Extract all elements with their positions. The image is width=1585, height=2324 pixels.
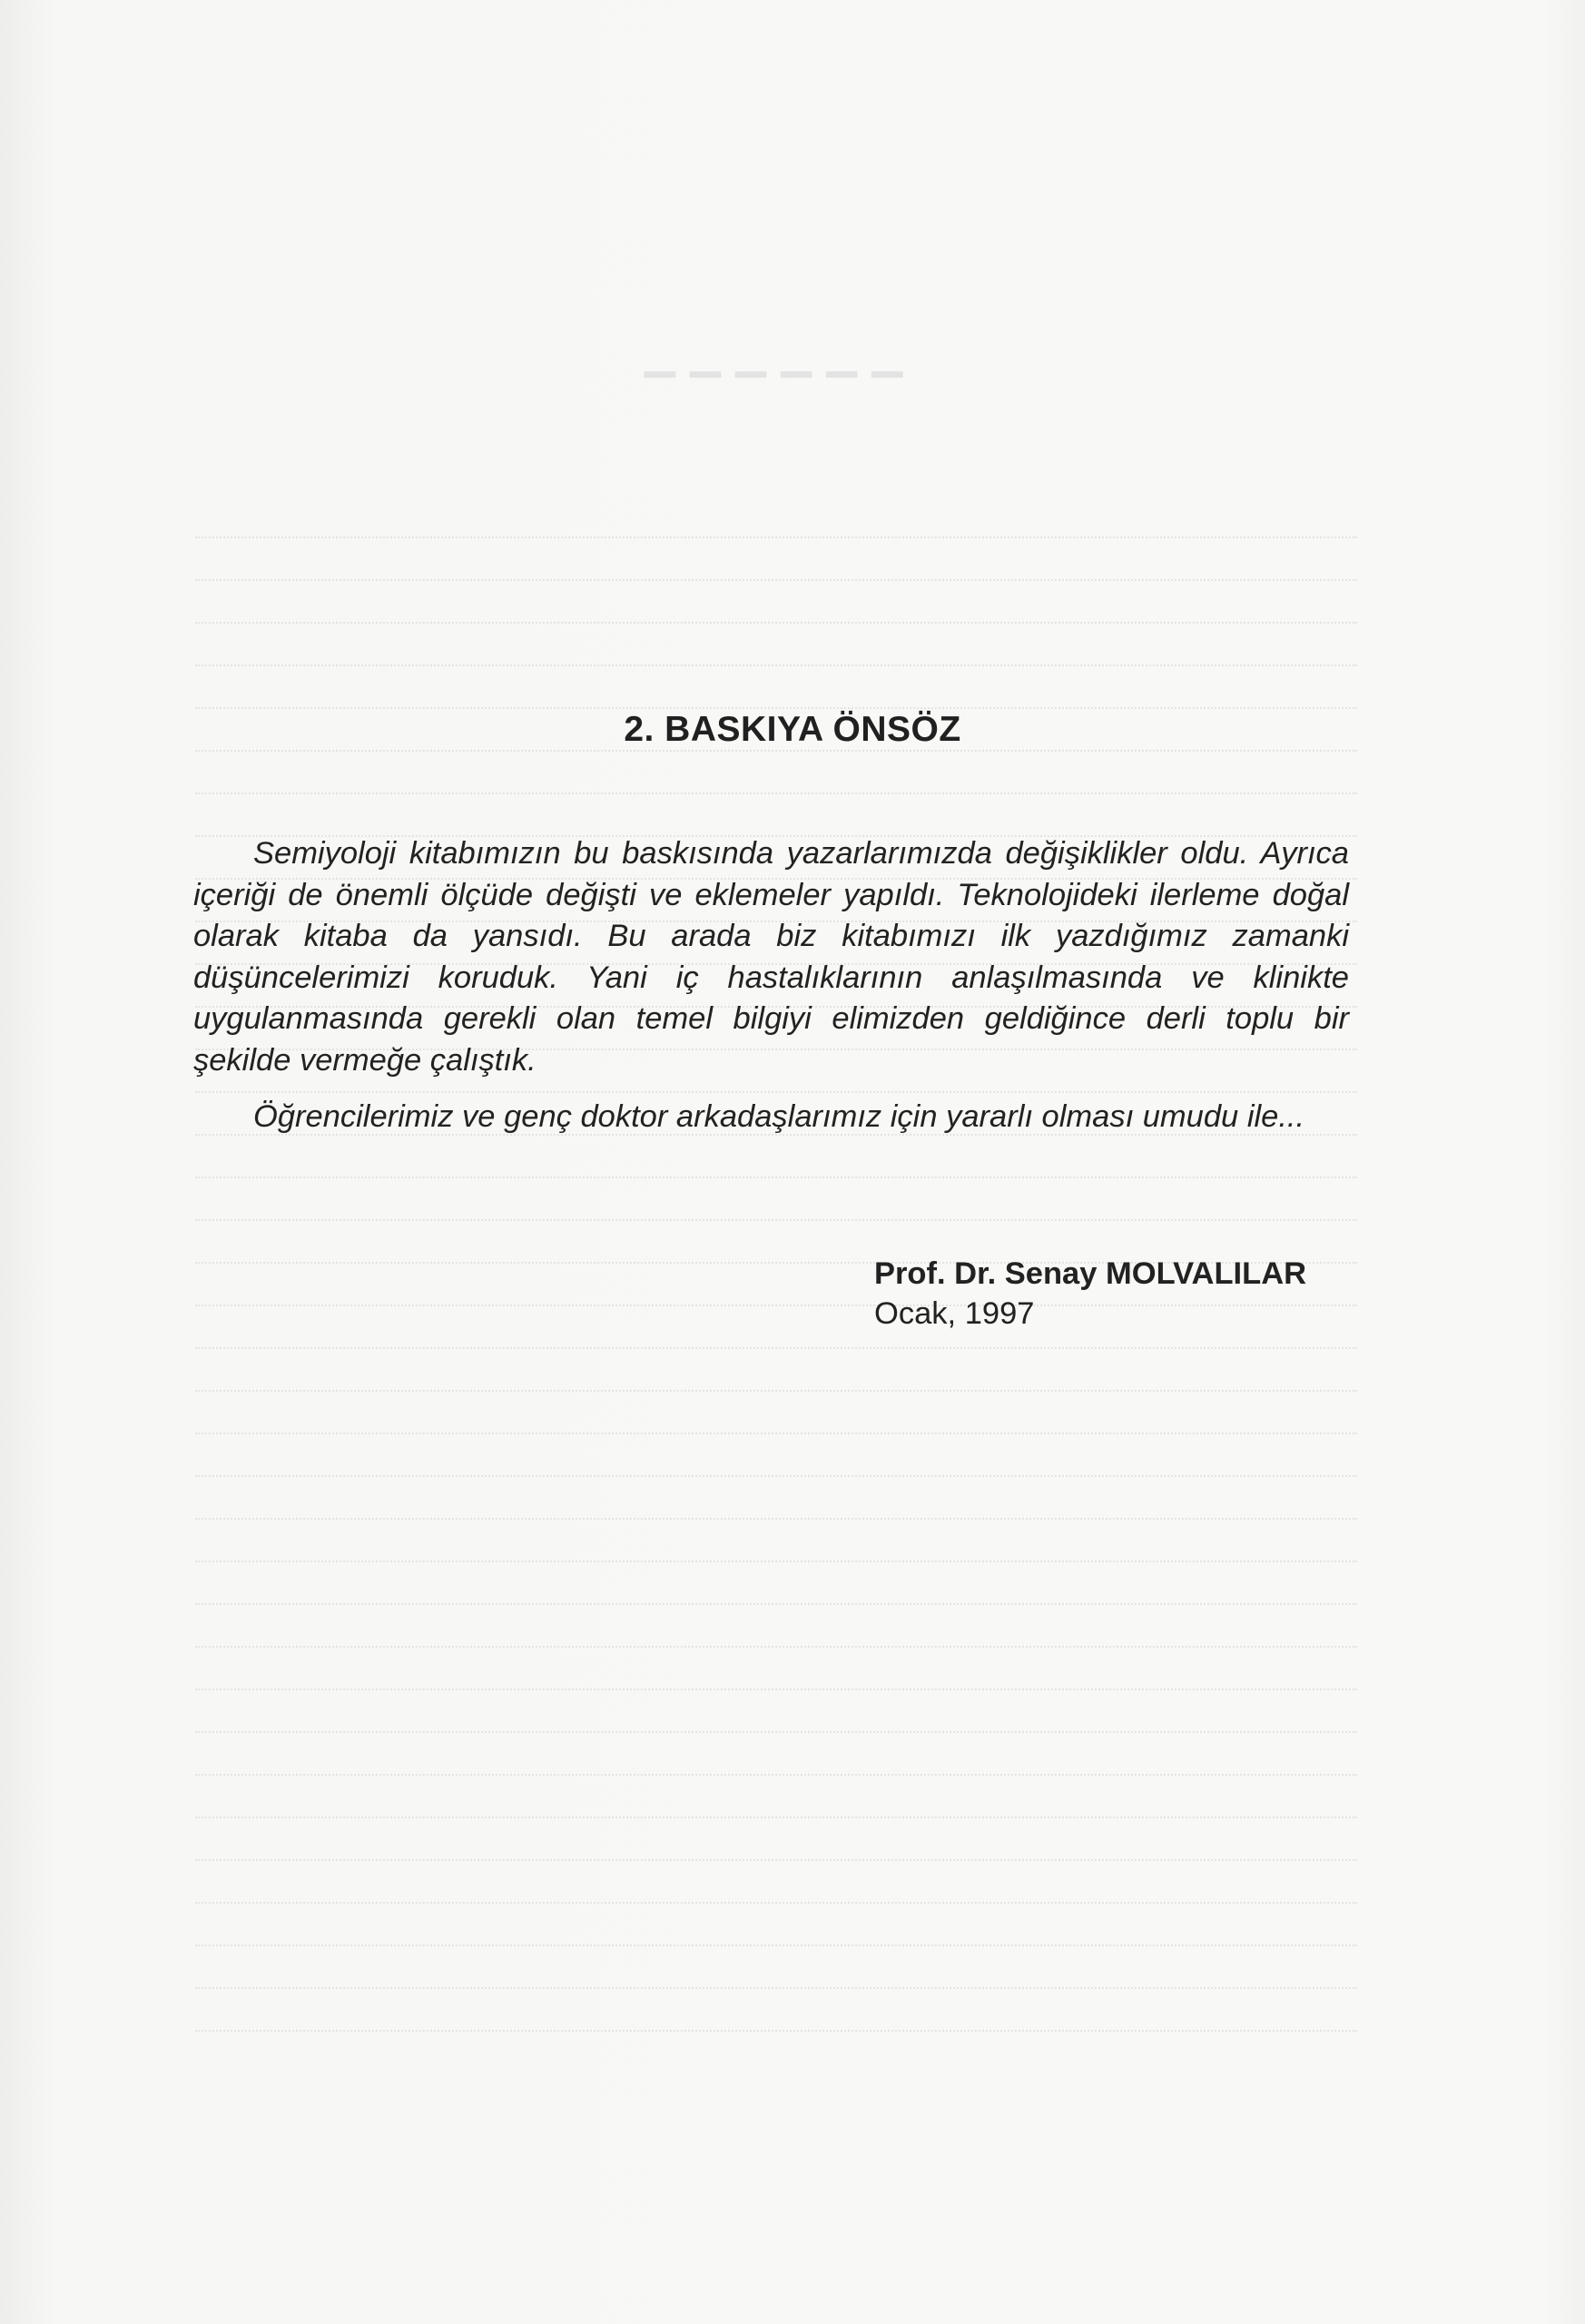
- bleed-through-title: ▁ ▁ ▁ ▁ ▁ ▁: [645, 332, 905, 377]
- signature-block: [874, 1254, 1306, 1334]
- preface-paragraph: Öğrencilerimiz ve genç doktor arkadaşlarımız için yararlı olması umudu ile...: [253, 1099, 1305, 1134]
- preface-paragraph: Semiyoloji kitabımızın bu baskısında yazarlarımızda değişiklikler oldu. Ayrıca içeriği de önemli ölçüde değişti ve eklemeler yapıldı. Teknolojideki ilerleme doğal olarak kitaba da yansıdı. Bu arada biz kitabımızı ilk yazdığımız zamanki düşüncelerimizi koruduk. Yani iç hastalıklarının anlaşılmasında ve klinikte uygulanmasında gerekli olan temel bilgiyi elimizden geldiğince derli toplu bir şekilde vermeğe çalıştık.: [193, 836, 1349, 1078]
- signature-date: Ocak, 1997: [874, 1296, 1035, 1331]
- author-name: Prof. Dr. Senay MOLVALILAR: [874, 1256, 1307, 1291]
- page-title: 2. BASKIYA ÖNSÖZ: [624, 710, 961, 749]
- preface-body: [193, 833, 1349, 1138]
